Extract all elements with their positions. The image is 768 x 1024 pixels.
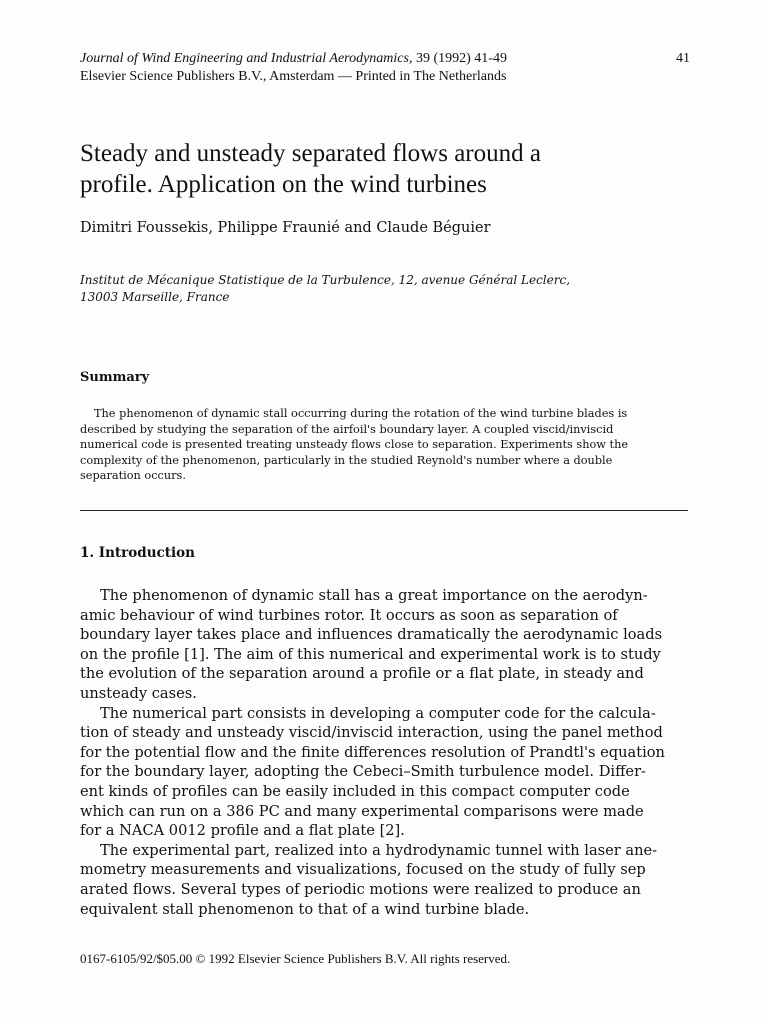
introduction-line: tion of steady and unsteady viscid/inviscid interaction, using the panel method <box>80 724 663 742</box>
introduction-line: boundary layer takes place and influences dramatically the aerodynamic loads <box>80 626 663 644</box>
article-title-line: Steady and unsteady separated flows around a <box>80 140 541 167</box>
introduction-line: on the profile [1]. The aim of this numerical and experimental work is to study <box>80 645 661 663</box>
article-title <box>80 138 700 200</box>
introduction-line: amic behaviour of wind turbines rotor. It occurs as soon as separation of <box>80 606 618 624</box>
introduction-line: unsteady cases. <box>80 684 197 702</box>
copyright-notice: 0167-6105/92/$05.00 © 1992 Elsevier Science Publishers B.V. All rights reserved. <box>80 951 511 966</box>
affiliation-line: Institut de Mécanique Statistique de la Turbulence, 12, avenue Général Leclerc, <box>80 273 571 287</box>
introduction-line: The phenomenon of dynamic stall has a great importance on the aerodyn- <box>100 587 648 604</box>
introduction-line: arated flows. Several types of periodic motions were realized to produce an <box>80 880 641 898</box>
journal-header <box>80 50 690 85</box>
introduction-body <box>80 586 690 919</box>
summary-abstract <box>80 406 688 484</box>
journal-citation-line <box>80 50 690 68</box>
introduction-line: the evolution of the separation around a profile or a flat plate, in steady and <box>80 665 644 683</box>
introduction-line: The experimental part, realized into a hydrodynamic tunnel with laser ane- <box>100 841 658 859</box>
introduction-line: ent kinds of profiles can be easily included in this compact computer code <box>80 782 630 800</box>
summary-line: The phenomenon of dynamic stall occurring during the rotation of the wind turbine blades is <box>94 407 628 420</box>
introduction-line: for the boundary layer, adopting the Cebeci–Smith turbulence model. Differ- <box>80 763 646 781</box>
introduction-line: for the potential flow and the finite differences resolution of Prandtl's equation <box>80 743 665 761</box>
publisher-line: Elsevier Science Publishers B.V., Amsterdam — Printed in The Netherlands <box>80 69 507 84</box>
article-title-line: profile. Application on the wind turbines <box>80 171 487 198</box>
introduction-heading: 1. Introduction <box>80 545 195 561</box>
affiliation-line: 13003 Marseille, France <box>80 290 230 304</box>
summary-line: separation occurs. <box>80 469 186 482</box>
section-divider <box>80 510 688 511</box>
summary-heading: Summary <box>80 370 150 385</box>
author-list: Dimitri Foussekis, Philippe Fraunié and Claude Béguier <box>80 220 491 236</box>
page-number: 41 <box>676 51 690 66</box>
summary-line: described by studying the separation of the airfoil's boundary layer. A coupled viscid/inviscid <box>80 422 614 436</box>
journal-volume-pages: 39 (1992) 41-49 <box>412 51 507 66</box>
summary-line: numerical code is presented treating unsteady flows close to separation. Experiments show the <box>80 438 629 451</box>
introduction-line: which can run on a 386 PC and many experimental comparisons were made <box>80 802 644 820</box>
summary-line: complexity of the phenomenon, particularly in the studied Reynold's number where a double <box>80 453 613 467</box>
introduction-line: equivalent stall phenomenon to that of a wind turbine blade. <box>80 900 530 918</box>
introduction-line: for a NACA 0012 profile and a flat plate [2]. <box>80 822 405 840</box>
author-affiliation <box>80 272 680 306</box>
introduction-line: The numerical part consists in developing a computer code for the calcula- <box>100 704 656 722</box>
introduction-line: mometry measurements and visualizations, focused on the study of fully sep <box>80 861 646 879</box>
journal-name: Journal of Wind Engineering and Industrial Aerodynamics, <box>80 51 413 66</box>
